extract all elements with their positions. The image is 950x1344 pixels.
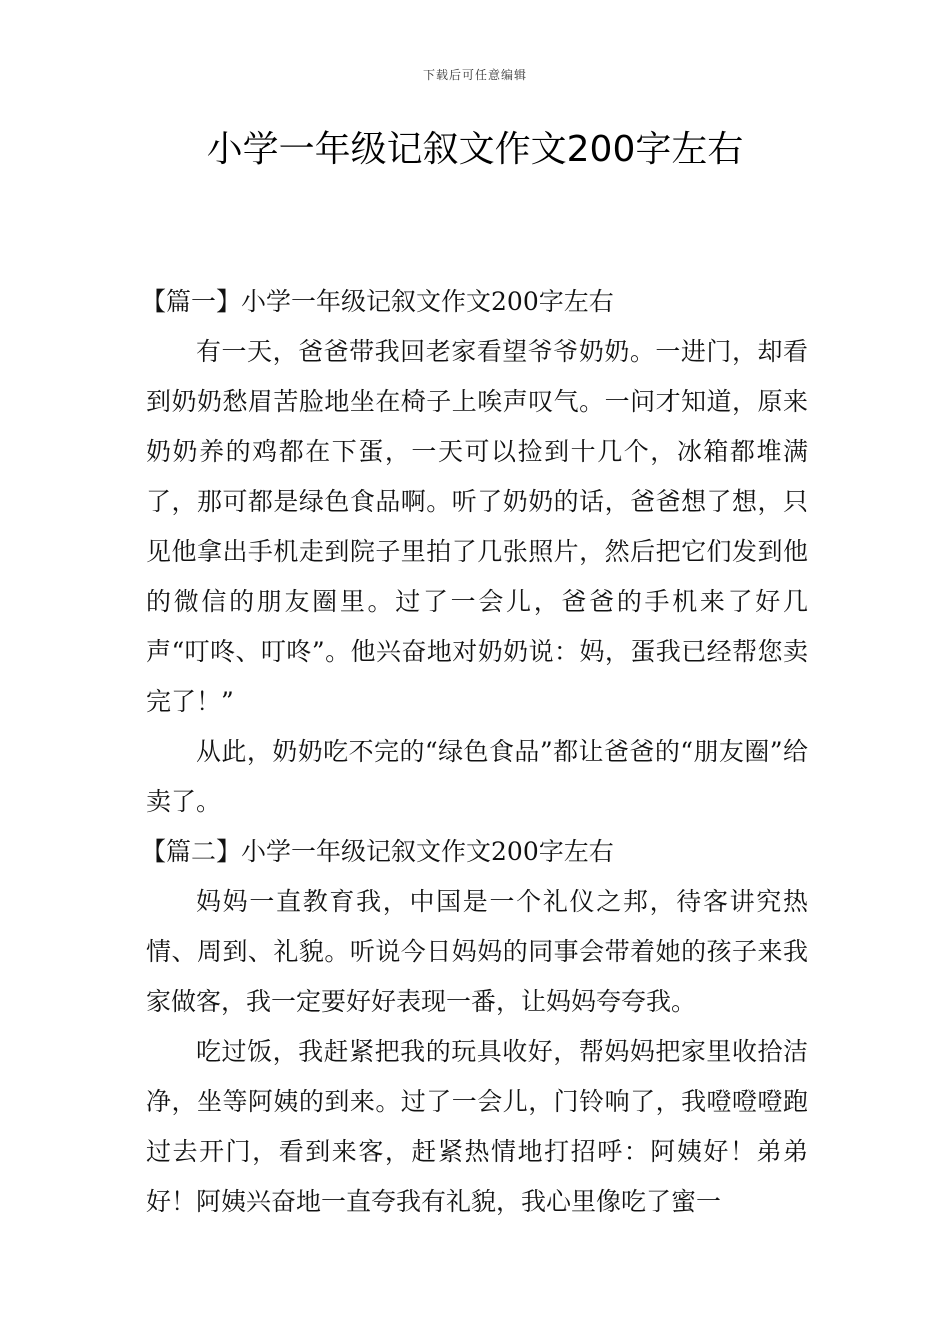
section-heading: 【篇二】小学一年级记叙文作文200字左右 (141, 837, 614, 866)
section-1 (141, 277, 808, 827)
paragraph: 有一天，爸爸带我回老家看望爷爷奶奶。一进门，却看到奶奶愁眉苦脸地坐在椅子上唉声叹气。一问才知道，原来奶奶养的鸡都在下蛋，一天可以捡到十几个，冰箱都堆满了，那可都是绿色食品啊。听了奶奶的话，爸爸想了想，只见他拿出手机走到院子里拍了几张照片，然后把它们发到他的微信的朋友圈里。过了一会儿，爸爸的手机来了好几声“叮咚、叮咚”。他兴奋地对奶奶说：妈，蛋我已经帮您卖完了！” (146, 337, 808, 716)
section-2 (141, 827, 808, 1227)
document-body (141, 277, 808, 1227)
header-note: 下载后可任意编辑 (422, 68, 527, 82)
paragraph: 妈妈一直教育我，中国是一个礼仪之邦，待客讲究热情、周到、礼貌。听说今日妈妈的同事会带着她的孩子来我家做客，我一定要好好表现一番，让妈妈夸夸我。 (146, 887, 808, 1016)
paragraph: 从此，奶奶吃不完的“绿色食品”都让爸爸的“朋友圈”给卖了。 (146, 737, 808, 816)
section-heading: 【篇一】小学一年级记叙文作文200字左右 (141, 287, 614, 316)
document-title: 小学一年级记叙文作文200字左右 (206, 129, 744, 170)
paragraph: 吃过饭，我赶紧把我的玩具收好，帮妈妈把家里收拾洁净，坐等阿姨的到来。过了一会儿，门铃响了，我噔噔噔跑过去开门，看到来客，赶紧热情地打招呼：阿姨好！弟弟好！阿姨兴奋地一直夸我有礼貌，我心里像吃了蜜一 (146, 1037, 808, 1216)
